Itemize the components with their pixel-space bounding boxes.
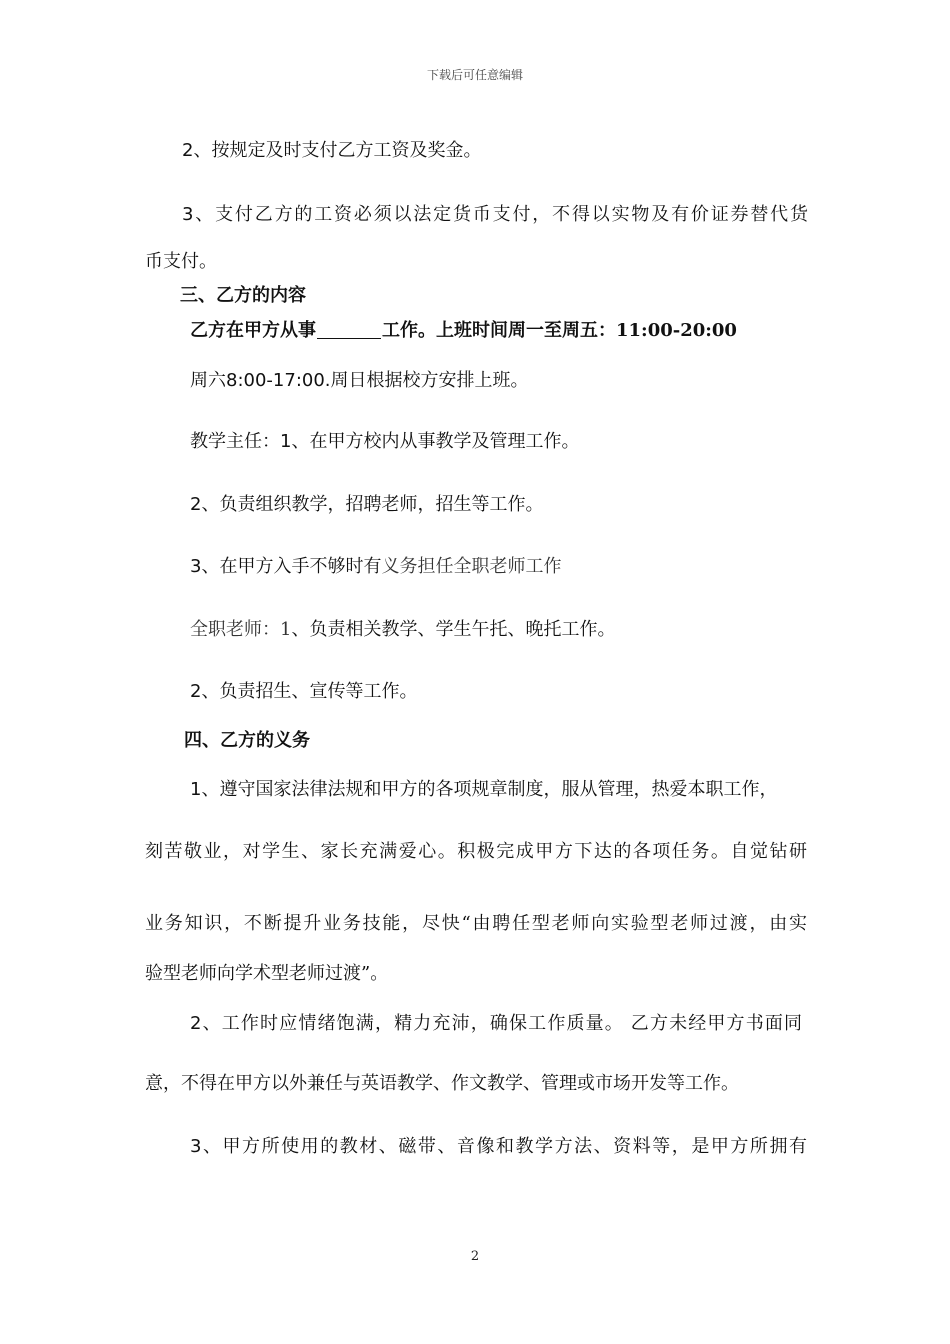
text-line-11: 2、负责招生、宣传等工作。 [190,681,418,702]
text-line-10 [190,618,615,642]
text-line-7: 教学主任：1、在甲方校内从事教学及管理工作。 [190,431,580,452]
text-line-16: 验型老师向学术型老师过渡”。 [145,963,389,984]
text-line-17-content: 2、工作时应情绪饱满，精力充沛，确保工作质量。 乙方未经甲方书面同 [190,1013,802,1034]
text-line-8: 2、负责组织教学，招聘老师，招生等工作。 [190,494,544,515]
text-line-2-part-a: 3、支付乙方的 [182,204,315,225]
text-line-10-part-a: 全职老师：1 [190,619,292,640]
text-line-5-part-a: 乙方在甲方从事 [190,320,316,341]
text-line-14-content: 刻苦敬业，对学生、家长充满爱心。积极完成甲方下达的各项任务。自觉钻研 [145,841,807,862]
text-line-9 [190,555,561,579]
page-header: 下载后可任意编辑 [426,68,523,82]
text-line-13: 1、遵守国家法律法规和甲方的各项规章制度，服从管理，热爱本职工作， [190,779,778,800]
text-line-15 [145,912,807,936]
section-heading-4: 四、乙方的义务 [184,730,310,751]
text-line-2 [182,203,808,227]
text-line-3: 币支付。 [145,251,217,272]
text-line-10-part-b: 、负责相关教学、学生午托、晚托工作。 [291,619,616,640]
text-line-2-part-b: 工资必须以法定货币支付，不得以实物及有价证券替代货 [314,204,809,225]
text-line-1: 2、按规定及时支付乙方工资及奖金。 [182,140,482,161]
section-heading-3: 三、乙方的内容 [180,285,306,306]
text-line-15-part-b: 尽快“由聘任型老师向实验型老师过渡，由实 [421,913,808,934]
text-line-5-part-c: 11:00-20:00 [616,320,737,341]
text-line-15-part-a: 业务知识，不断提升业务技能， [145,913,422,934]
text-line-9-part-b: 义务担任全职老师工作 [381,556,562,577]
page-number: 2 [470,1249,480,1264]
text-line-19-content: 3、甲方所使用的教材、磁带、音像和教学方法、资料等，是甲方所拥有 [190,1136,807,1157]
text-line-14 [145,840,807,864]
text-line-18: 意，不得在甲方以外兼任与英语教学、作文教学、管理或市场开发等工作。 [145,1073,739,1094]
text-line-5 [190,319,737,343]
text-line-19 [190,1135,807,1159]
text-line-9-part-a: 3、在甲方入手不够时有 [190,556,382,577]
text-line-6: 周六8:00-17:00.周日根据校方安排上班。 [190,370,529,391]
text-line-5-part-b: 工作。上班时间周一至周五： [382,320,616,341]
job-blank-underline [317,320,381,339]
text-line-17 [190,1012,802,1036]
